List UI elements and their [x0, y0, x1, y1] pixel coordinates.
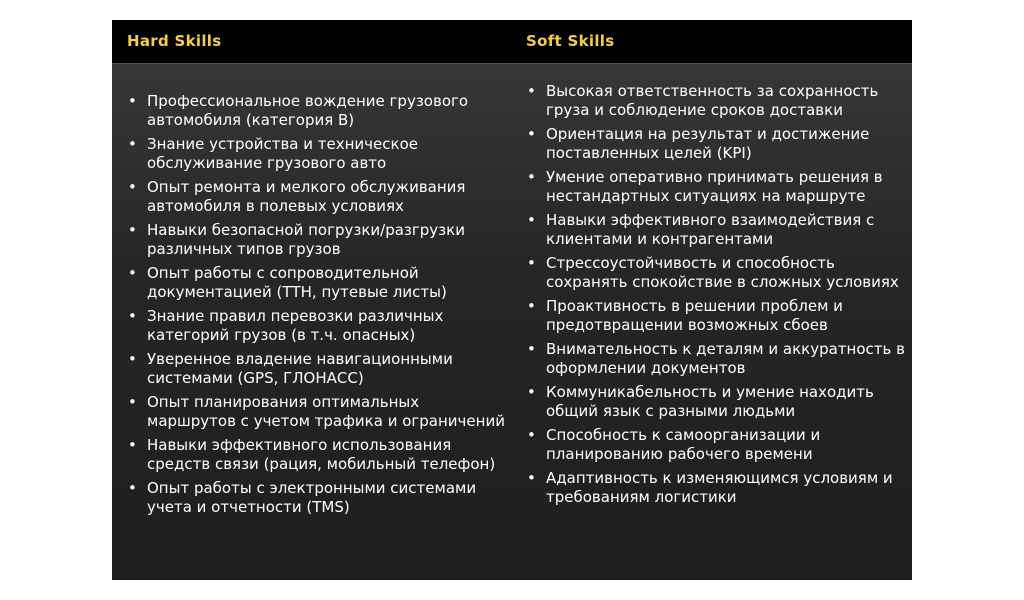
bullet-icon: • [527, 82, 536, 100]
list-item-text: Уверенное владение навигационными системами (GPS, ГЛОНАСС) [147, 350, 453, 387]
soft-skills-list [525, 82, 910, 512]
list-item [525, 340, 910, 378]
list-item-text: Опыт работы с электронными системами учета и отчетности (TMS) [147, 479, 477, 516]
list-item-text: Ориентация на результат и достижение поставленных целей (KPI) [546, 125, 870, 162]
bullet-icon: • [527, 211, 536, 229]
skills-table [112, 20, 912, 580]
bullet-icon: • [527, 469, 536, 487]
list-item [126, 350, 511, 388]
list-item-text: Стрессоустойчивость и способность сохранять спокойствие в сложных условиях [546, 254, 899, 291]
list-item-text: Навыки эффективного использования средств связи (рация, мобильный телефон) [147, 436, 496, 473]
bullet-icon: • [527, 297, 536, 315]
soft-skills-heading: Soft Skills [526, 32, 615, 50]
list-item [126, 307, 511, 345]
list-item-text: Проактивность в решении проблем и предотвращении возможных сбоев [546, 297, 843, 334]
list-item [525, 125, 910, 163]
list-item [126, 393, 511, 431]
list-item-text: Опыт работы с сопроводительной документацией (ТТН, путевые листы) [147, 264, 447, 301]
bullet-icon: • [128, 307, 137, 325]
table-header [112, 20, 912, 64]
bullet-icon: • [527, 125, 536, 143]
list-item [126, 436, 511, 474]
bullet-icon: • [128, 393, 137, 411]
list-item [126, 135, 511, 173]
list-item-text: Навыки эффективного взаимодействия с клиентами и контрагентами [546, 211, 875, 248]
bullet-icon: • [527, 340, 536, 358]
hard-skills-heading: Hard Skills [127, 32, 222, 50]
bullet-icon: • [128, 178, 137, 196]
list-item-text: Способность к самоорганизации и планированию рабочего времени [546, 426, 821, 463]
bullet-icon: • [128, 221, 137, 239]
bullet-icon: • [128, 264, 137, 282]
list-item-text: Умение оперативно принимать решения в нестандартных ситуациях на маршруте [546, 168, 883, 205]
list-item [126, 178, 511, 216]
bullet-icon: • [128, 135, 137, 153]
list-item-text: Навыки безопасной погрузки/разгрузки различных типов грузов [147, 221, 465, 258]
list-item-text: Опыт ремонта и мелкого обслуживания автомобиля в полевых условиях [147, 178, 466, 215]
list-item-text: Знание устройства и техническое обслуживание грузового авто [147, 135, 418, 172]
hard-skills-list [126, 92, 511, 522]
list-item [525, 469, 910, 507]
list-item-text: Опыт планирования оптимальных маршрутов с учетом трафика и ограничений [147, 393, 505, 430]
list-item [126, 264, 511, 302]
list-item [525, 254, 910, 292]
bullet-icon: • [527, 383, 536, 401]
bullet-icon: • [128, 479, 137, 497]
bullet-icon: • [527, 254, 536, 272]
list-item [525, 297, 910, 335]
list-item [525, 383, 910, 421]
bullet-icon: • [128, 436, 137, 454]
bullet-icon: • [128, 350, 137, 368]
list-item-text: Адаптивность к изменяющимся условиям и требованиям логистики [546, 469, 893, 506]
list-item-text: Знание правил перевозки различных категорий грузов (в т.ч. опасных) [147, 307, 444, 344]
list-item-text: Внимательность к деталям и аккуратность в оформлении документов [546, 340, 905, 377]
bullet-icon: • [527, 168, 536, 186]
list-item [126, 92, 511, 130]
list-item [525, 426, 910, 464]
bullet-icon: • [527, 426, 536, 444]
list-item-text: Профессиональное вождение грузового автомобиля (категория В) [147, 92, 469, 129]
list-item-text: Коммуникабельность и умение находить общий язык с разными людьми [546, 383, 874, 420]
list-item [126, 221, 511, 259]
list-item [525, 211, 910, 249]
list-item [525, 82, 910, 120]
list-item-text: Высокая ответственность за сохранность груза и соблюдение сроков доставки [546, 82, 879, 119]
list-item [525, 168, 910, 206]
list-item [126, 479, 511, 517]
bullet-icon: • [128, 92, 137, 110]
